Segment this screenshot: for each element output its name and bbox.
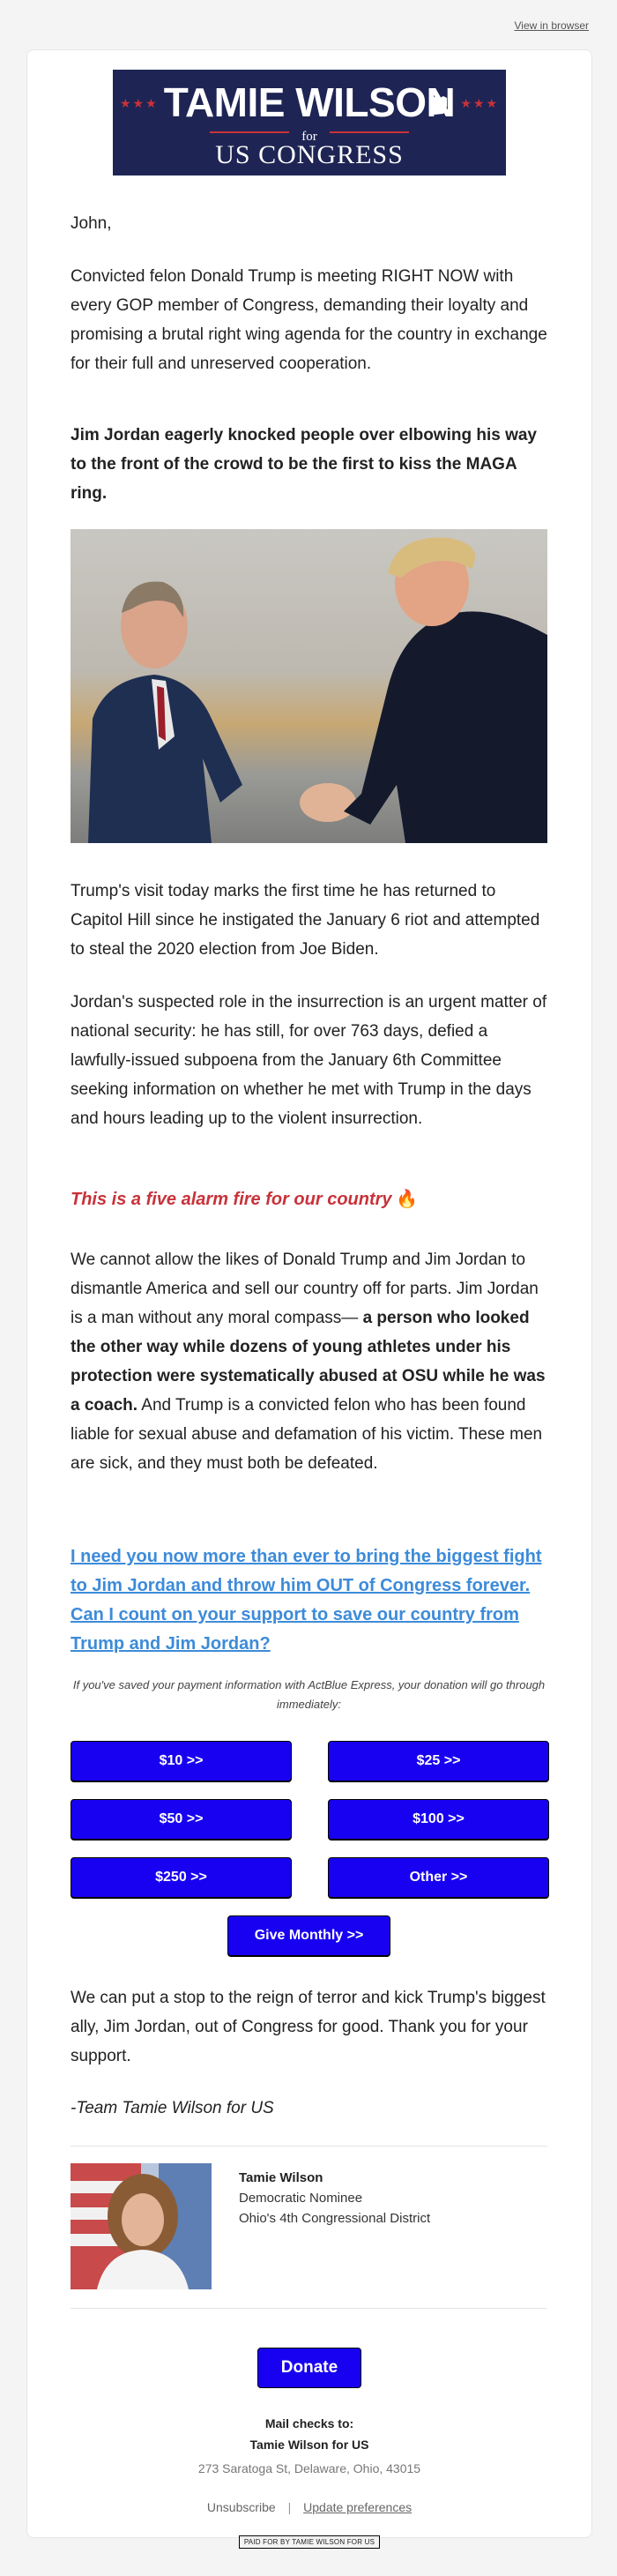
logo-name: TAMIE WILSON: [163, 79, 456, 125]
closing-block: [71, 1983, 547, 2071]
paragraph-3-block: [71, 877, 547, 964]
signoff: -Team Tamie Wilson for US: [71, 2099, 274, 2117]
closing-paragraph: We can put a stop to the reign of terror and kick Trump's biggest ally, Jim Jordan, out of Congress for good. Thank you for your support.: [71, 1989, 546, 2065]
donate-250-button[interactable]: $250 >>: [71, 1857, 292, 1898]
signoff-block: [71, 2094, 547, 2123]
cta-donate-link[interactable]: I need you now more than ever to bring the biggest fight to Jim Jordan and throw him OUT of Congress forever. Can I count on your support to save our country from Trump and Jim Jordan?: [71, 1547, 542, 1654]
signature-title: Democratic Nominee: [239, 2191, 363, 2206]
greeting-block: [71, 209, 547, 238]
paragraph-1-block: [71, 262, 547, 378]
unsubscribe-link[interactable]: Unsubscribe: [206, 2500, 276, 2514]
donate-100-button[interactable]: $100 >>: [328, 1799, 549, 1840]
paragraph-2-block: [71, 421, 547, 508]
mail-checks-address: 273 Saratoga St, Delaware, Ohio, 43015: [197, 2461, 421, 2475]
mail-checks-payee: Tamie Wilson for US: [249, 2438, 369, 2452]
footer-links: [27, 2500, 591, 2514]
logo-subtitle: US CONGRESS: [215, 140, 404, 169]
logo-stars-left-icon: ★★★: [120, 96, 159, 110]
candidate-avatar: [71, 2163, 212, 2289]
footer-donate-wrap: [27, 2348, 591, 2388]
paragraph-4-block: [71, 988, 547, 1133]
update-preferences-link[interactable]: Update preferences: [303, 2500, 413, 2514]
paid-for-wrap: [27, 2533, 591, 2549]
paragraph-4: Jordan's suspected role in the insurrection is an urgent matter of national security: he has still, for over 763 days, defied a lawfully-issued subpoena from the January 6th Committee seeking information on whether he met with Trump in the days and hours leading up to the violent insurrection.: [71, 993, 547, 1128]
paragraph-3: Trump's visit today marks the first time he has returned to Capitol Hill since he instigated the January 6 riot and attempted to steal the 2020 election from Joe Biden.: [71, 882, 540, 959]
paragraph-5-intro: We cannot allow the likes of Donald Trump and Jim Jordan to dismantle America and sell our country off for parts. Jim Jordan is a man without any moral compass—: [71, 1251, 539, 1327]
paragraph-5-outro: And Trump is a convicted felon who has been found liable for sexual abuse and defamation of his victim. These men are sick, and they must both be defeated.: [71, 1396, 543, 1473]
logo-for: for: [301, 130, 317, 144]
paid-for-box: PAID FOR BY TAMIE WILSON FOR US: [239, 2535, 380, 2549]
divider-top: [71, 2146, 547, 2147]
jordan-trump-handshake-photo: [71, 529, 547, 843]
donate-50-button[interactable]: $50 >>: [71, 1799, 292, 1840]
paragraph-5-block: [71, 1245, 547, 1478]
alarm-block: [71, 1188, 547, 1210]
actblue-disclaimer: If you've saved your payment information with ActBlue Express, your donation will go through immediately:: [72, 1678, 546, 1711]
donate-25-button[interactable]: $25 >>: [328, 1741, 549, 1781]
divider-bottom: [71, 2308, 547, 2309]
signature-name: Tamie Wilson: [239, 2170, 323, 2185]
cta-block: [71, 1542, 547, 1659]
mail-checks-label: Mail checks to:: [264, 2416, 354, 2430]
paragraph-5: [71, 1245, 547, 1478]
view-in-browser-link[interactable]: View in browser: [514, 19, 589, 32]
greeting: John,: [71, 214, 112, 233]
give-monthly-button[interactable]: Give Monthly >>: [227, 1915, 390, 1956]
campaign-logo: [113, 70, 506, 175]
footer-donate-button[interactable]: Donate: [257, 2348, 361, 2388]
donate-other-button[interactable]: Other >>: [328, 1857, 549, 1898]
disclaimer-block: [71, 1676, 547, 1714]
email-card: [26, 49, 592, 2546]
logo-stars-right-icon: ★★★: [460, 96, 499, 110]
footer-link-separator: |: [287, 2500, 292, 2514]
top-bar: [0, 0, 617, 49]
paragraph-2: Jim Jordan eagerly knocked people over elbowing his way to the front of the crowd to be the first to kiss the MAGA ring.: [71, 426, 538, 503]
paragraph-5-emphasis: a person who looked the other way while dozens of young athletes under his protection were systematically abused at OSU while he was a coach.: [71, 1309, 546, 1415]
signature-block: [239, 2170, 430, 2226]
signature-district: Ohio's 4th Congressional District: [239, 2211, 431, 2226]
paragraph-1: Convicted felon Donald Trump is meeting RIGHT NOW with every GOP member of Congress, demanding their loyalty and promising a brutal right wing agenda for the country in exchange for their full and unreserved cooperation.: [71, 267, 547, 373]
fire-icon: 🔥: [396, 1190, 418, 1209]
alarm-heading: This is a five alarm fire for our country: [71, 1190, 392, 1209]
donate-10-button[interactable]: $10 >>: [71, 1741, 292, 1781]
